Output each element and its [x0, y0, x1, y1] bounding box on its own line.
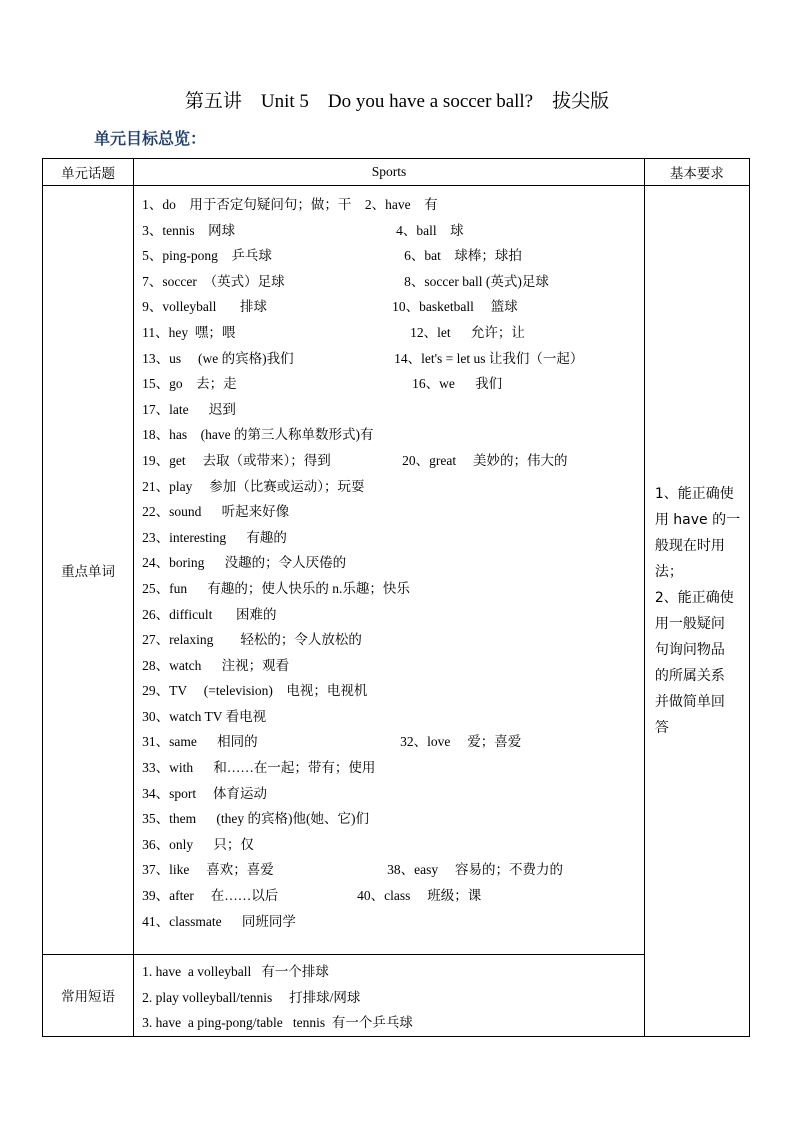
section-subtitle: 单元目标总览：: [94, 129, 207, 148]
vocab-item: 16、we 我们: [412, 376, 503, 392]
vocab-item: 5、ping-pong 乒乓球: [142, 248, 272, 264]
vocab-item: 32、love 爱；喜爱: [400, 734, 522, 750]
vocab-item: 14、let's = let us 让我们（一起）: [394, 350, 584, 366]
vocab-item: 31、same 相同的: [142, 734, 258, 750]
vocab-item: 9、volleyball 排球: [142, 299, 267, 315]
vocab-item: 29、TV (=television) 电视；电视机: [142, 683, 368, 699]
vocab-item: 37、like 喜欢；喜爱: [142, 862, 274, 878]
vocab-line: [142, 192, 644, 218]
vocab-line: [142, 371, 644, 397]
vocab-item: 17、late 迟到: [142, 401, 236, 417]
table-header-row: [43, 159, 750, 186]
vocab-item: 39、after 在……以后: [142, 888, 279, 904]
vocab-row: [43, 186, 750, 955]
vocab-item: 40、class 班级；课: [357, 888, 482, 904]
vocab-item: 3、tennis 网球: [142, 222, 236, 238]
page-title: 第五讲 Unit 5 Do you have a soccer ball? 拔尖版: [184, 91, 610, 112]
vocab-cell: [134, 186, 645, 955]
phrase-line: 1. have a volleyball 有一个排球: [142, 964, 329, 979]
vocab-line: [142, 269, 644, 295]
vocab-item: 21、play 参加（比赛或运动）；玩耍: [142, 478, 365, 494]
vocab-item: 33、with 和……在一起；带有；使用: [142, 760, 376, 776]
vocab-line: [142, 218, 644, 244]
vocab-item: 20、great 美妙的；伟大的: [402, 452, 568, 468]
vocab-item: 35、them (they 的宾格)他(她、它)们: [142, 811, 369, 827]
phrase-line: 2. play volleyball/tennis 打排球/网球: [142, 989, 361, 1005]
vocab-item: 28、watch 注视；观看: [142, 657, 290, 673]
vocab-item: 30、watch TV 看电视: [142, 708, 267, 724]
vocab-topic-cell: 重点单词: [43, 186, 134, 955]
requirement-line: 1、能正确使: [654, 485, 734, 502]
requirement-line: 般现在时用: [654, 537, 725, 554]
vocab-line: [142, 397, 644, 423]
requirements-cell: [644, 186, 749, 1037]
vocab-line: [142, 576, 644, 602]
vocab-line: [142, 781, 644, 807]
vocab-line: [142, 499, 644, 525]
requirement-line: 2、能正确使: [654, 589, 734, 606]
vocab-item: 26、difficult 困难的: [142, 606, 277, 622]
vocab-line: [142, 704, 644, 730]
requirement-line: 法；: [654, 563, 683, 580]
phrase-line: 3. have a ping-pong/table tennis 有一个乒乓球: [142, 1015, 413, 1030]
vocab-item: 13、us (we 的宾格)我们: [142, 350, 294, 366]
vocab-line: [142, 320, 644, 346]
vocab-line: [142, 422, 644, 448]
vocab-item: 41、classmate 同班同学: [142, 913, 296, 929]
vocab-line: [142, 294, 644, 320]
vocab-item: 1、do 用于否定句疑问句；做；干 2、have 有: [142, 197, 438, 212]
vocab-item: 8、soccer ball (英式)足球: [404, 273, 549, 289]
vocab-item: 19、get 去取（或带来）；得到: [142, 452, 331, 468]
vocab-line: [142, 448, 644, 474]
vocab-item: 6、bat 球棒；球拍: [404, 248, 522, 264]
vocab-item: 24、boring 没趣的；令人厌倦的: [142, 555, 347, 571]
requirement-line: 的所属关系: [654, 667, 725, 684]
header-topic: 单元话题: [43, 159, 134, 186]
requirement-line: 句询问物品: [654, 641, 725, 658]
vocab-line: [142, 550, 644, 576]
vocab-item: 12、let 允许；让: [410, 324, 525, 340]
requirement-line: 用 have 的一: [654, 511, 741, 528]
vocab-line: [142, 602, 644, 628]
requirement-line: 答: [654, 719, 669, 736]
vocab-item: 27、relaxing 轻松的；令人放松的: [142, 632, 362, 648]
vocab-line: [142, 755, 644, 781]
vocab-item: 36、only 只；仅: [142, 836, 254, 852]
vocab-line: [142, 857, 644, 883]
vocab-item: 15、go 去；走: [142, 376, 237, 392]
phrases-cell: [134, 955, 645, 1037]
header-sports: Sports: [134, 159, 645, 186]
vocab-line: [142, 729, 644, 755]
vocab-item: 22、sound 听起来好像: [142, 504, 290, 520]
vocab-item: 34、sport 体育运动: [142, 785, 267, 801]
vocab-line: [142, 653, 644, 679]
vocab-line: [142, 525, 644, 551]
vocab-item: 11、hey 嘿；喂: [142, 324, 236, 340]
vocab-line: [142, 627, 644, 653]
vocab-item: 4、ball 球: [396, 222, 464, 238]
vocab-line: [142, 474, 644, 500]
vocab-item: 7、soccer （英式）足球: [142, 273, 285, 289]
vocab-line: [142, 678, 644, 704]
vocab-line: [142, 832, 644, 858]
phrase-row: [43, 955, 750, 1037]
vocab-line: [142, 346, 644, 372]
unit-goals-table: [42, 158, 750, 1037]
requirement-line: 并做简单回: [654, 693, 725, 710]
vocab-line: [142, 806, 644, 832]
vocab-line: [142, 909, 644, 935]
vocab-line: [142, 243, 644, 269]
vocab-item: 23、interesting 有趣的: [142, 529, 287, 545]
phrase-topic-cell: 常用短语: [43, 955, 134, 1037]
vocab-item: 38、easy 容易的；不费力的: [387, 862, 563, 878]
vocab-item: 25、fun 有趣的；使人快乐的 n.乐趣；快乐: [142, 580, 410, 596]
header-requirements: 基本要求: [644, 159, 749, 186]
vocab-item: 10、basketball 篮球: [392, 299, 518, 315]
vocab-line: [142, 883, 644, 909]
vocab-item: 18、has (have 的第三人称单数形式)有: [142, 427, 374, 443]
requirement-line: 用一般疑问: [654, 615, 725, 632]
